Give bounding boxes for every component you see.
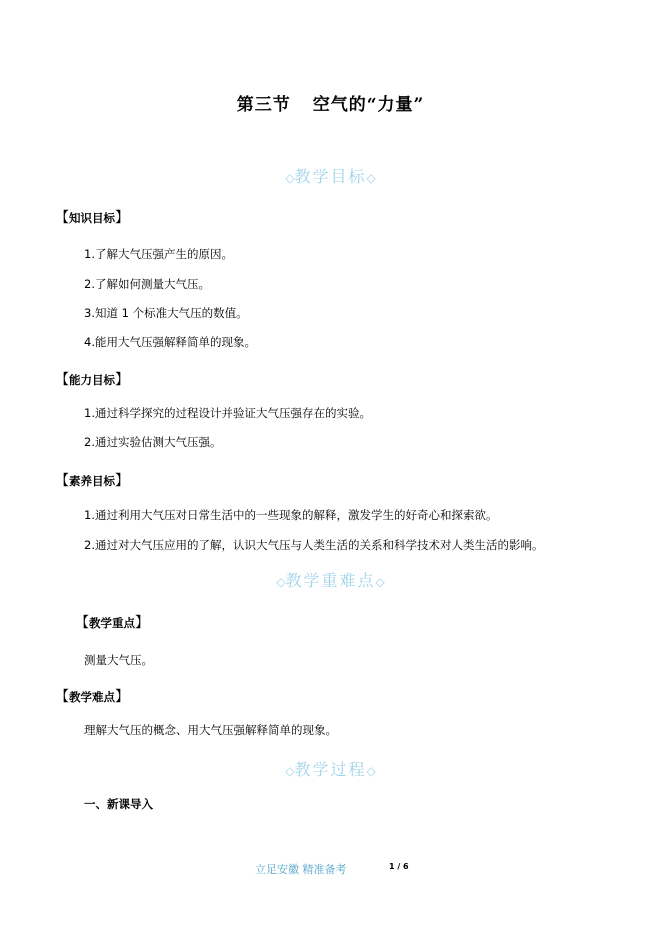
ability-label-text: 能力目标 bbox=[69, 373, 115, 387]
list-item: 1.了解大气压强产生的原因。 bbox=[84, 247, 233, 261]
page-number: 1 / 6 bbox=[389, 862, 409, 871]
list-item: 2.通过对大气压应用的了解，认识大气压与人类生活的关系和科学技术对人类生活的影响。 bbox=[84, 538, 544, 552]
title-part2: 空气的“力量” bbox=[312, 95, 425, 115]
list-item: 4.能用大气压强解释简单的现象。 bbox=[84, 335, 256, 349]
difficulty-label-text: 教学难点 bbox=[69, 690, 115, 704]
diamond-icon: ◇ bbox=[285, 171, 295, 185]
section-header-key-points bbox=[0, 568, 661, 591]
list-item: 2.通过实验估测大气压强。 bbox=[84, 435, 222, 449]
difficulty-label: 【教学难点】 bbox=[55, 689, 129, 705]
difficulty-text: 理解大气压的概念、用大气压强解释简单的现象。 bbox=[84, 723, 337, 737]
footer-slogan: 立足安徽 精准备考 bbox=[255, 863, 347, 876]
process-first-heading: 一、新课导入 bbox=[84, 797, 153, 811]
diamond-icon: ◇ bbox=[276, 575, 286, 589]
knowledge-label-text: 知识目标 bbox=[69, 211, 115, 225]
diamond-icon: ◇ bbox=[375, 575, 385, 589]
section-process-text: 教学过程 bbox=[294, 760, 367, 779]
literacy-label: 【素养目标】 bbox=[55, 473, 129, 489]
section-header-objectives bbox=[0, 164, 661, 187]
title-part1: 第三节 bbox=[236, 95, 291, 115]
diamond-icon: ◇ bbox=[366, 764, 376, 778]
list-item: 1.通过利用大气压对日常生活中的一些现象的解释，激发学生的好奇心和探索欲。 bbox=[84, 508, 498, 522]
list-item: 2.了解如何测量大气压。 bbox=[84, 277, 210, 291]
list-item: 1.通过科学探究的过程设计并验证大气压强存在的实验。 bbox=[84, 406, 371, 420]
page-title bbox=[0, 90, 661, 115]
section-header-process bbox=[0, 757, 661, 780]
focus-label-text: 教学重点 bbox=[89, 616, 135, 630]
section-key-points-text: 教学重难点 bbox=[285, 571, 376, 590]
literacy-label-text: 素养目标 bbox=[69, 474, 115, 488]
knowledge-label: 【知识目标】 bbox=[55, 210, 129, 226]
diamond-icon: ◇ bbox=[366, 171, 376, 185]
list-item: 3.知道 1 个标准大气压的数值。 bbox=[84, 306, 248, 320]
diamond-icon: ◇ bbox=[285, 764, 295, 778]
focus-label: 【教学重点】 bbox=[75, 615, 149, 631]
ability-label: 【能力目标】 bbox=[55, 372, 129, 388]
focus-text: 测量大气压。 bbox=[84, 653, 153, 667]
section-objectives-text: 教学目标 bbox=[294, 167, 367, 186]
